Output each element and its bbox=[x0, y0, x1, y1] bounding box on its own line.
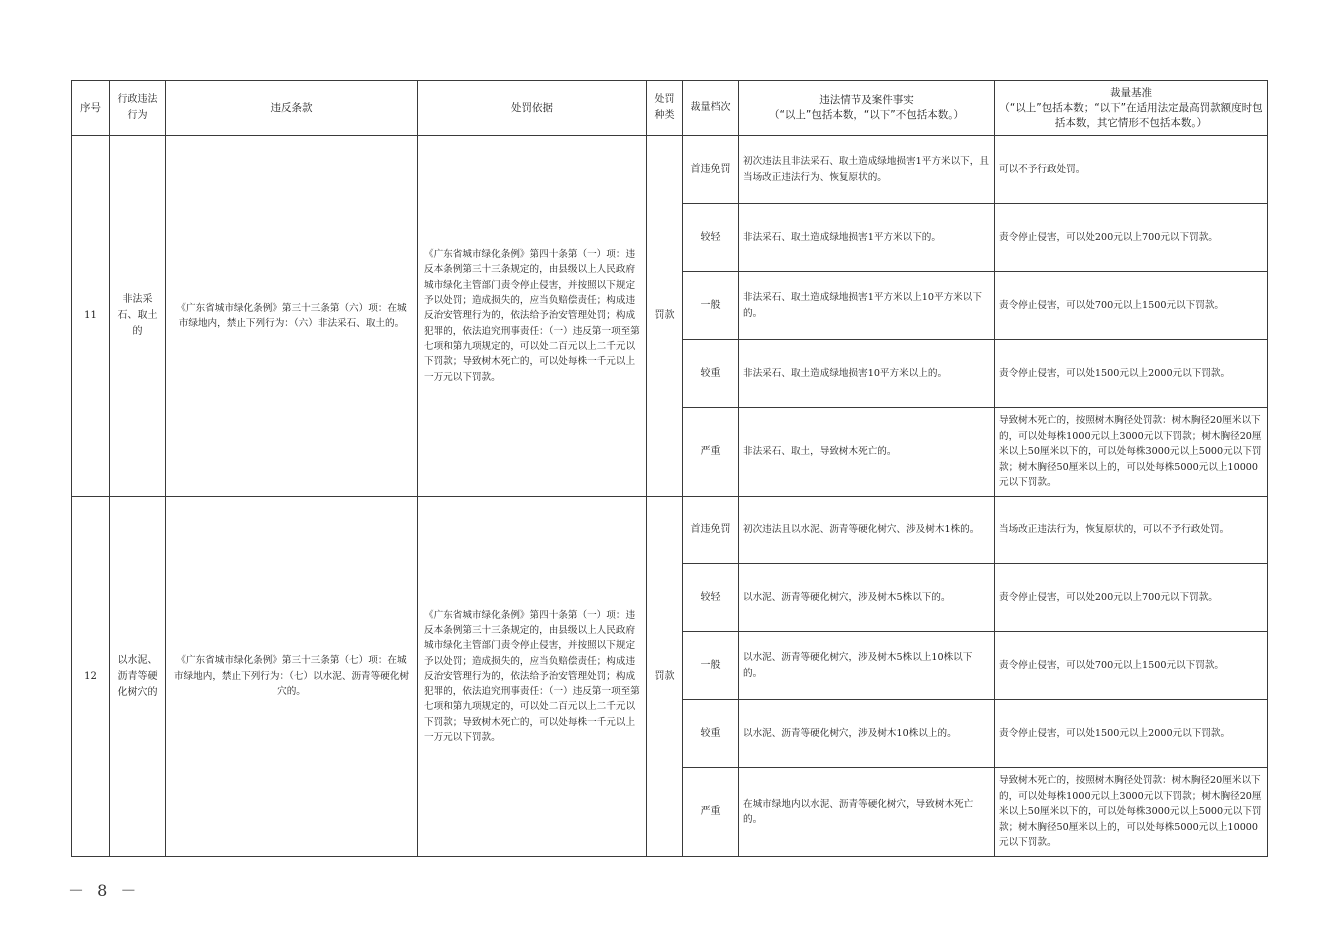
tier-facts: 非法采石、取土造成绿地损害10平方米以上的。 bbox=[739, 340, 995, 408]
row-act: 以水泥、沥青等硬化树穴的 bbox=[110, 497, 166, 857]
tier-level: 一般 bbox=[683, 272, 739, 340]
tier-facts: 以水泥、沥青等硬化树穴，涉及树木5株以下的。 bbox=[739, 564, 995, 632]
tier-facts: 以水泥、沥青等硬化树穴，涉及树木10株以上的。 bbox=[739, 700, 995, 768]
header-facts-note: （“以上”包括本数，“以下”不包括本数。） bbox=[768, 109, 964, 121]
header-clause: 违反条款 bbox=[166, 81, 418, 136]
tier-facts: 初次违法且非法采石、取土造成绿地损害1平方米以下，且当场改正违法行为、恢复原状的。 bbox=[739, 136, 995, 204]
tier-benchmark: 当场改正违法行为，恢复原状的，可以不予行政处罚。 bbox=[995, 497, 1268, 564]
discretion-standard-table bbox=[71, 80, 1268, 857]
header-seq: 序号 bbox=[72, 81, 110, 136]
row-clause: 《广东省城市绿化条例》第三十三条第（六）项：在城市绿地内，禁止下列行为：（六）非法采石、取土的。 bbox=[166, 136, 418, 497]
tier-benchmark: 责令停止侵害，可以处1500元以上2000元以下罚款。 bbox=[995, 700, 1268, 768]
table-row bbox=[72, 497, 1268, 564]
tier-level: 较重 bbox=[683, 700, 739, 768]
tier-facts: 非法采石、取土造成绿地损害1平方米以下的。 bbox=[739, 204, 995, 272]
header-level: 裁量档次 bbox=[683, 81, 739, 136]
tier-level: 一般 bbox=[683, 632, 739, 700]
tier-facts: 非法采石、取土造成绿地损害1平方米以上10平方米以下的。 bbox=[739, 272, 995, 340]
header-benchmark-title: 裁量基准 bbox=[1110, 86, 1152, 99]
row-clause: 《广东省城市绿化条例》第三十三条第（七）项：在城市绿地内，禁止下列行为：（七）以水泥、沥青等硬化树穴的。 bbox=[166, 497, 418, 857]
header-benchmark bbox=[995, 81, 1268, 136]
tier-level: 严重 bbox=[683, 408, 739, 497]
header-facts bbox=[739, 81, 995, 136]
row-penalty-type: 罚款 bbox=[647, 136, 683, 497]
tier-facts: 在城市绿地内以水泥、沥青等硬化树穴，导致树木死亡的。 bbox=[739, 768, 995, 857]
tier-benchmark: 责令停止侵害，可以处200元以上700元以下罚款。 bbox=[995, 564, 1268, 632]
row-seq: 11 bbox=[72, 136, 110, 497]
header-basis: 处罚依据 bbox=[418, 81, 647, 136]
tier-facts: 以水泥、沥青等硬化树穴，涉及树木5株以上10株以下的。 bbox=[739, 632, 995, 700]
tier-benchmark: 责令停止侵害，可以处200元以上700元以下罚款。 bbox=[995, 204, 1268, 272]
tier-benchmark: 导致树木死亡的，按照树木胸径处罚款：树木胸径20厘米以下的，可以处每株1000元以上3000元以下罚款；树木胸径20厘米以上50厘米以下的，可以处每株3000元以上5000元以下罚款；树木胸径50厘米以上的，可以处每株5000元以上10000元以下罚款。 bbox=[995, 768, 1268, 857]
row-penalty-type: 罚款 bbox=[647, 497, 683, 857]
tier-level: 较轻 bbox=[683, 204, 739, 272]
tier-benchmark: 导致树木死亡的，按照树木胸径处罚款：树木胸径20厘米以下的，可以处每株1000元以上3000元以下罚款；树木胸径20厘米以上50厘米以下的，可以处每株3000元以上5000元以下罚款；树木胸径50厘米以上的，可以处每株5000元以上10000元以下罚款。 bbox=[995, 408, 1268, 497]
tier-benchmark: 责令停止侵害，可以处700元以上1500元以下罚款。 bbox=[995, 632, 1268, 700]
tier-facts: 初次违法且以水泥、沥青等硬化树穴、涉及树木1株的。 bbox=[739, 497, 995, 564]
tier-level: 首违免罚 bbox=[683, 497, 739, 564]
header-benchmark-note: （“以上”包括本数；“以下”在适用法定最高罚款额度时包括本数，其它情形不包括本数。） bbox=[999, 101, 1263, 129]
table-header-row bbox=[72, 81, 1268, 136]
page-number: － 8 － bbox=[68, 881, 141, 900]
row-basis: 《广东省城市绿化条例》第四十条第（一）项：违反本条例第三十三条规定的，由县级以上人民政府城市绿化主管部门责令停止侵害，并按照以下规定予以处罚；造成损失的，应当负赔偿责任；构成违反治安管理行为的，依法给予治安管理处罚；构成犯罪的，依法追究刑事责任：（一）违反第一项至第七项和第九项规定的，可以处二百元以上二千元以下罚款；导致树木死亡的，可以处每株一千元以上一万元以下罚款。 bbox=[418, 136, 647, 497]
row-act: 非法采石、取土的 bbox=[110, 136, 166, 497]
row-basis: 《广东省城市绿化条例》第四十条第（一）项：违反本条例第三十三条规定的，由县级以上人民政府城市绿化主管部门责令停止侵害，并按照以下规定予以处罚；造成损失的，应当负赔偿责任；构成违反治安管理行为的，依法给予治安管理处罚；构成犯罪的，依法追究刑事责任：（一）违反第一项至第七项和第九项规定的，可以处二百元以上二千元以下罚款；导致树木死亡的，可以处每株一千元以上一万元以下罚款。 bbox=[418, 497, 647, 857]
tier-level: 较轻 bbox=[683, 564, 739, 632]
tier-level: 严重 bbox=[683, 768, 739, 857]
tier-benchmark: 可以不予行政处罚。 bbox=[995, 136, 1268, 204]
header-penalty-type: 处罚种类 bbox=[647, 81, 683, 136]
row-seq: 12 bbox=[72, 497, 110, 857]
tier-facts: 非法采石、取土，导致树木死亡的。 bbox=[739, 408, 995, 497]
tier-level: 首违免罚 bbox=[683, 136, 739, 204]
tier-level: 较重 bbox=[683, 340, 739, 408]
table-row bbox=[72, 136, 1268, 204]
tier-benchmark: 责令停止侵害，可以处1500元以上2000元以下罚款。 bbox=[995, 340, 1268, 408]
header-facts-title: 违法情节及案件事实 bbox=[819, 94, 914, 106]
tier-benchmark: 责令停止侵害，可以处700元以上1500元以下罚款。 bbox=[995, 272, 1268, 340]
header-act: 行政违法行为 bbox=[110, 81, 166, 136]
